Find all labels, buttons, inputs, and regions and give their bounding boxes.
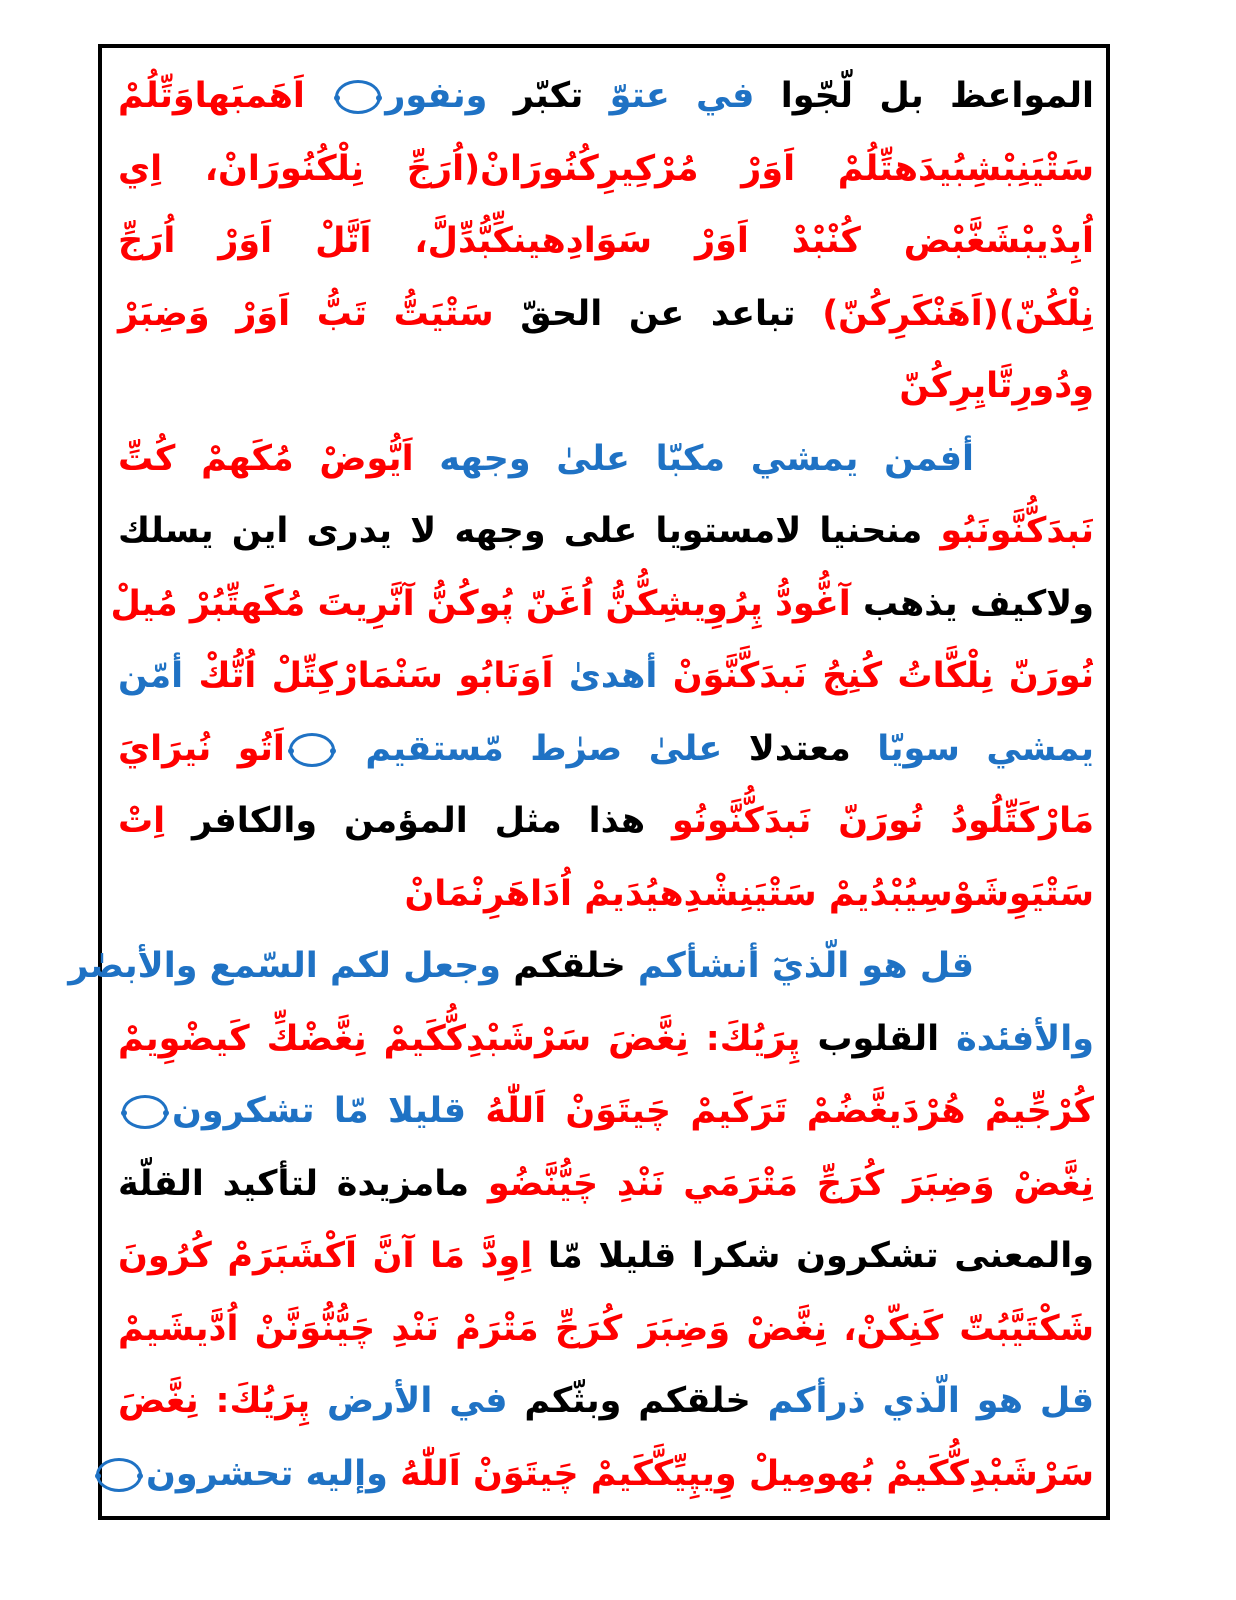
text-segment: هذا مثل المؤمن والكافر	[165, 801, 646, 841]
text-line	[118, 1003, 1094, 1076]
text-segment: قليلا مّا تشكرون	[172, 1091, 467, 1131]
text-line	[118, 350, 1094, 423]
text-line	[118, 205, 1094, 278]
text-segment: ونفور	[385, 76, 488, 116]
text-line	[118, 1075, 1094, 1148]
text-segment: اِتْ	[118, 801, 166, 841]
text-segment: والمعنى تشكرون شكرا قليلا مّا	[532, 1236, 1095, 1276]
text-block	[68, 60, 1095, 1500]
text-line	[118, 1220, 1094, 1293]
text-segment: سَتْيَوِشَوْسِيُبْدُيمْ سَتْيَنِشْدِهيُدَيمْ اُدَاهَرِنْمَانْ	[404, 873, 1094, 914]
text-segment: ولاكيف يذهب	[850, 583, 1094, 624]
text-line	[118, 713, 1094, 786]
text-segment: قل هو الّذيٓ أنشأكم	[625, 946, 974, 986]
text-segment: مامزيدة لتأكيد القلّة	[118, 1163, 470, 1204]
text-segment: المواعظ بل لّجّوا	[754, 76, 1094, 116]
text-segment: اَوَنَابُو سَنْمَارْكِتِّلْ اُتُّكْ	[183, 656, 554, 696]
text-line	[118, 495, 1094, 568]
text-segment: نِغَّضْ وَضِبَرَ كُرَجِّ مَتْرَمَي نَنْدِ چَيُّنَّضُو	[469, 1163, 1094, 1204]
text-segment: أفمن يمشي مكبّا علىٰ وجهه	[439, 438, 974, 479]
text-segment: القلوب	[800, 1018, 940, 1059]
text-segment: سَتْيَنِبْشِبُيدَهتِّلُمْ اَوَرْ مُرْكِيرِكُنُورَانْ(اُرَجِّ نِلْكُنُورَانْ، اِي	[118, 148, 1094, 189]
text-segment: اُبِدْيبْشَغَّبْض كُنْبْدْ اَوَرْ سَوَادِهينكِّبُّدِّلَّ، اَتَّلْ اَوَرْ اُرَجِّ	[118, 221, 1094, 261]
text-line	[110, 568, 1094, 641]
text-segment: خلقكم وبثّكم	[507, 1381, 751, 1421]
text-line	[118, 785, 1094, 858]
text-segment: نُورَنّ نِلْكَّاتُ كُنِجُ نَبدَكَّنَّوَنْ	[657, 656, 1094, 696]
text-segment: معتدلا	[722, 728, 851, 769]
text-segment: أمّن	[118, 656, 184, 696]
text-segment: وِدُورِتَّايِرِكُنّ	[899, 366, 1094, 406]
text-line	[118, 1365, 1094, 1438]
text-line	[118, 640, 1094, 713]
text-segment: في الأرض	[310, 1381, 508, 1421]
text-segment: تكبّر	[487, 76, 584, 116]
ayah-end-icon	[289, 733, 335, 767]
text-segment: وجعل لكم السّمع والأبصٰر	[68, 946, 502, 986]
text-line	[118, 60, 1094, 133]
text-segment: قل هو الّذي ذرأكم	[750, 1381, 1095, 1421]
text-segment: خلقكم	[501, 946, 626, 986]
text-line	[68, 930, 1094, 1003]
text-segment: آغُّودُّ پِرُوِيشِكُّنُّ اُغَنّ پُوكُنُّ آنَّرِيتَ مُكَهتِّبُرْ مُيلْ	[110, 583, 851, 624]
text-segment: پِرَيُكَ: نِغَّضَ سَرْشَبْدِكُّكَيمْ نِغَّضْكِّ كَيضْوِيمْ	[118, 1018, 801, 1059]
text-line	[118, 133, 1094, 206]
text-segment: نَبدَكُّنَّونَبُو	[922, 511, 1094, 551]
text-segment: منحنيا لامستويا على وجهه لا يدرى اين يسلك	[118, 511, 923, 551]
text-segment: سَرْشَبْدِكُّكَيمْ بُهومِيلْ وِيپِيِّكَّكَيمْ چَيتَوَنْ اَللّٰهُ	[387, 1453, 1094, 1494]
text-segment: أهدىٰ	[553, 656, 658, 696]
text-segment: اَهَمبَهاوَتِّلُمْ	[118, 76, 332, 116]
ayah-end-icon	[335, 80, 381, 114]
text-line	[118, 423, 1094, 496]
text-segment: كُرْجِّيمْ هُرْدَيغَّضُمْ تَرَكَيمْ چَيتَوَنْ اَللّٰهُ	[466, 1091, 1094, 1131]
text-segment: نِلْكُنّ)(اَهَنْكَرِكُنّ)	[795, 293, 1094, 334]
text-line	[118, 858, 1094, 931]
text-segment: مَارْكَتِّلُودُ نُورَنّ نَبدَكُّنَّونُو	[645, 801, 1094, 841]
text-line	[118, 1438, 1094, 1511]
text-segment: يمشي سويّا	[850, 728, 1095, 769]
text-segment: علىٰ صرٰط مّستقيم	[338, 728, 723, 769]
text-segment: اَتُو نُيرَايَ	[118, 728, 285, 769]
text-segment: شَكْتَيَّبُتّ كَنِكّنْ، نِغَّضْ وَضِبَرَ كُرَجِّ مَتْرَمْ نَنْدِ چَيُّنُّوَنَّنْ اُدَّيشَيمْ	[118, 1308, 1094, 1349]
text-line	[118, 278, 1094, 351]
text-segment: والأفئدة	[939, 1018, 1094, 1059]
text-segment: وإليه تحشرون	[145, 1453, 388, 1494]
text-segment: اِوِدَّ مَا آنَّ اَكْشَبَرَمْ كُرُونَ	[118, 1236, 533, 1276]
text-segment: تباعد عن الحقّ	[493, 293, 796, 334]
text-segment: اَيُّوضْ مُكَهمْ كُتِّ	[118, 438, 440, 479]
text-segment: پِرَيُكَ: نِغَّضَ	[118, 1381, 311, 1421]
ayah-end-icon	[96, 1458, 142, 1492]
text-line	[118, 1148, 1094, 1221]
text-line	[118, 1293, 1094, 1366]
text-segment: سَتْيَتُّ تَبُّ اَوَرْ وَضِبَرْ	[118, 293, 494, 334]
ayah-end-icon	[122, 1095, 168, 1129]
text-segment: في عتوّ	[583, 76, 755, 116]
